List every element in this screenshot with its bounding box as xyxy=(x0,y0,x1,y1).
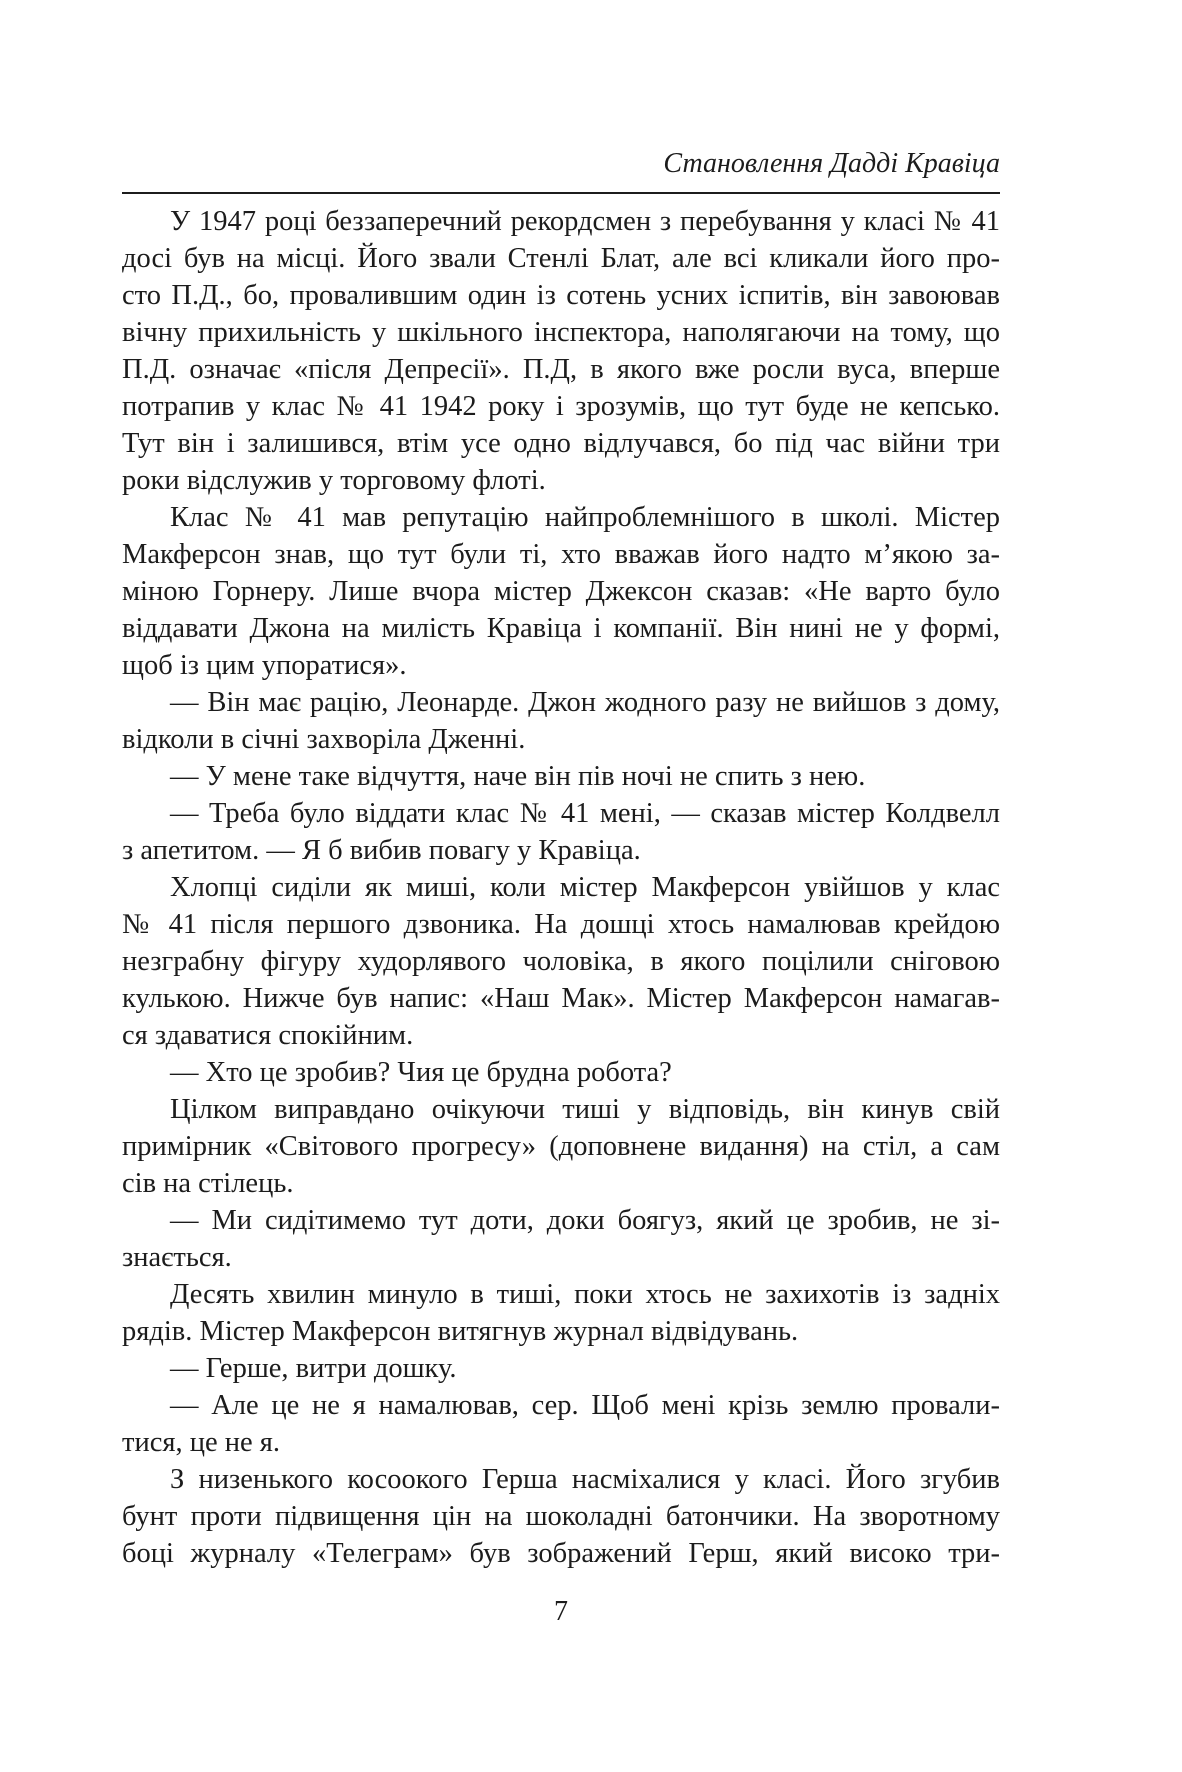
text-line: рядів. Містер Макферсон витягнув журнал відвідувань. xyxy=(122,1316,799,1347)
header-rule xyxy=(122,192,1000,194)
text-line: досі був на місці. Його звали Стенлі Блат, але всі кликали його про- xyxy=(122,243,1000,274)
text-line: потрапив у клас № 41 1942 року і зрозумів, що тут буде не кепсько. xyxy=(122,391,1000,422)
text-line: — Але це не я намалював, сер. Щоб мені крізь землю провали- xyxy=(170,1390,1000,1421)
text-line: знається. xyxy=(122,1242,232,1273)
text-line: міною Горнеру. Лише вчора містер Джексон сказав: «Не варто було xyxy=(122,576,1000,607)
text-line: роки відслужив у торговому флоті. xyxy=(122,465,546,496)
text-line: віддавати Джона на милість Кравіца і компанії. Він нині не у формі, xyxy=(122,613,1000,644)
page-number: 7 xyxy=(554,1596,568,1627)
text-line: Макферсон знав, що тут були ті, хто вважав його надто м’якою за- xyxy=(122,539,1000,570)
text-line: щоб із цим упоратися». xyxy=(122,650,407,681)
text-line: П.Д. означає «після Депресії». П.Д, в якого вже росли вуса, вперше xyxy=(122,354,1000,385)
text-line: — Хто це зробив? Чия це брудна робота? xyxy=(170,1057,672,1088)
body-text xyxy=(122,203,1000,1572)
text-line: незграбну фігуру худорлявого чоловіка, в якого поцілили сніговою xyxy=(122,946,1000,977)
text-line: — Ми сидітимемо тут доти, доки боягуз, який це зробив, не зі- xyxy=(170,1205,1000,1236)
text-line: вічну прихильність у шкільного інспектора, наполягаючи на тому, що xyxy=(122,317,1000,348)
text-line: сто П.Д., бо, провалившим один із сотень усних іспитів, він завоював xyxy=(122,280,1000,311)
text-line: бунт проти підвищення цін на шоколадні батончики. На зворотному xyxy=(122,1501,1000,1532)
text-line: — У мене таке відчуття, наче він пів ночі не спить з нею. xyxy=(170,761,866,792)
text-line: Десять хвилин минуло в тиші, поки хтось не захихотів із задніх xyxy=(170,1279,1000,1310)
text-line: — Він має рацію, Леонарде. Джон жодного разу не вийшов з дому, xyxy=(170,687,1000,718)
text-line: ся здаватися спокійним. xyxy=(122,1020,414,1051)
text-line: — Треба було віддати клас № 41 мені, — сказав містер Колдвелл xyxy=(170,798,1000,829)
text-line: боці журналу «Телеграм» був зображений Герш, який високо три- xyxy=(122,1538,1000,1569)
text-line: відколи в січні захворіла Дженні. xyxy=(122,724,526,755)
text-line: Клас № 41 мав репутацію найпроблемнішого в школі. Містер xyxy=(170,502,1000,533)
text-line: примірник «Світового прогресу» (доповнене видання) на стіл, а сам xyxy=(122,1131,1000,1162)
text-line: з апетитом. — Я б вибив повагу у Кравіца. xyxy=(122,835,641,866)
text-line: — Герше, витри дошку. xyxy=(170,1353,457,1384)
text-line: З низенького косоокого Герша насміхалися у класі. Його згубив xyxy=(170,1464,1000,1495)
text-line: Цілком виправдано очікуючи тиші у відповідь, він кинув свій xyxy=(170,1094,1000,1125)
running-head: Становлення Дадді Кравіца xyxy=(663,148,1000,179)
text-line: Хлопці сиділи як миші, коли містер Макферсон увійшов у клас xyxy=(170,872,1000,903)
text-line: № 41 після першого дзвоника. На дошці хтось намалював крейдою xyxy=(122,909,1000,940)
text-line: кулькою. Нижче був напис: «Наш Мак». Містер Макферсон намагав- xyxy=(122,983,1000,1014)
text-line: тися, це не я. xyxy=(122,1427,281,1458)
text-line: сів на стілець. xyxy=(122,1168,294,1199)
text-line: У 1947 році беззаперечний рекордсмен з перебування у класі № 41 xyxy=(170,206,1000,237)
text-line: Тут він і залишився, втім усе одно відлучався, бо під час війни три xyxy=(122,428,1000,459)
